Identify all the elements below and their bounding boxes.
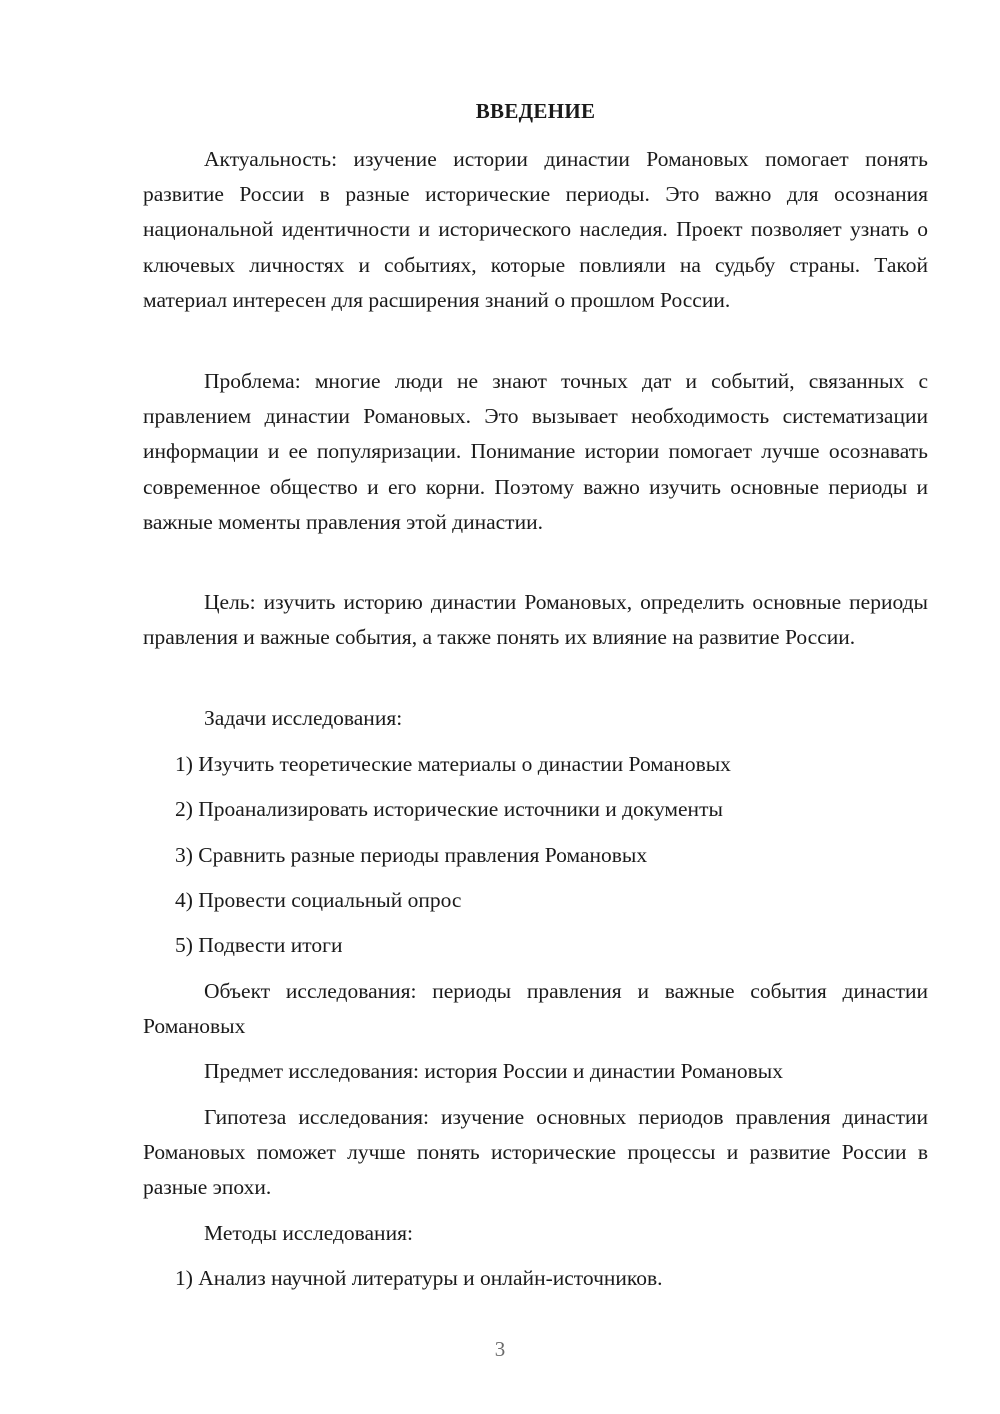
method-item-1: 1) Анализ научной литературы и онлайн-источников. bbox=[175, 1266, 663, 1290]
tasks-heading: Задачи исследования: bbox=[204, 706, 403, 730]
paragraph-subject: Предмет исследования: история России и династии Романовых bbox=[204, 1059, 783, 1083]
task-item-2: 2) Проанализировать исторические источники и документы bbox=[175, 797, 723, 821]
methods-heading: Методы исследования: bbox=[204, 1221, 413, 1245]
paragraph-hypothesis: Гипотеза исследования: изучение основных периодов правления династии Романовых поможет лучше понять исторические процессы и развитие России в разные эпохи. bbox=[143, 1105, 928, 1200]
task-item-5: 5) Подвести итоги bbox=[175, 933, 343, 957]
paragraph-goal: Цель: изучить историю династии Романовых, определить основные периоды правления и важные события, а также понять их влияние на развитие России. bbox=[143, 590, 928, 650]
task-item-1: 1) Изучить теоретические материалы о династии Романовых bbox=[175, 752, 731, 776]
section-title: ВВЕДЕНИЕ bbox=[475, 99, 596, 123]
paragraph-relevance: Актуальность: изучение истории династии Романовых помогает понять развитие России в разные исторические периоды. Это важно для осознания национальной идентичности и исторического наследия. Проект позволяет узнать о ключевых личностях и событиях, которые повлияли на судьбу страны. Такой материал интересен для расширения знаний о прошлом России. bbox=[143, 147, 928, 312]
task-item-3: 3) Сравнить разные периоды правления Романовых bbox=[175, 843, 648, 867]
page-number: 3 bbox=[494, 1337, 506, 1361]
paragraph-object: Объект исследования: периоды правления и важные события династии Романовых bbox=[143, 979, 928, 1039]
task-item-4: 4) Провести социальный опрос bbox=[175, 888, 462, 912]
paragraph-problem: Проблема: многие люди не знают точных дат и событий, связанных с правлением династии Романовых. Это вызывает необходимость систематизации информации и ее популяризации. Понимание истории помогает лучше осознавать современное общество и его корни. Поэтому важно изучить основные периоды и важные моменты правления этой династии. bbox=[143, 369, 928, 534]
